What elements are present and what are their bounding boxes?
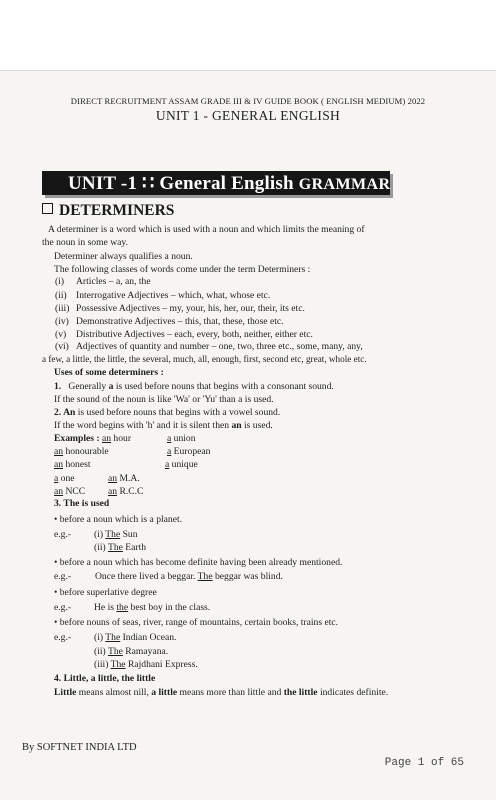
checkbox-square-icon [42, 203, 53, 214]
body-line: A determiner is a word which is used with a noun and which limits the meaning of [48, 224, 365, 235]
list-item: Articles – a, an, the [76, 276, 151, 287]
eg-label: e.g.- [54, 571, 72, 582]
list-index: (i) [55, 276, 65, 287]
list-index: (ii) [55, 290, 67, 301]
banner-unit: UNIT -1 [68, 173, 143, 194]
list-item: Adjectives of quantity and number – one, two, three etc., some, many, any, [76, 341, 363, 352]
list-index: (vi) [55, 341, 69, 352]
body-line: If the sound of the noun is like 'Wa' or 'Yu' than a is used. [54, 394, 274, 405]
eg-line: (i) The Indian Ocean. [94, 632, 177, 643]
subheading: 3. The is used [54, 498, 110, 509]
body-line: The following classes of words come under the term Determiners : [54, 264, 311, 275]
list-index: (iii) [55, 303, 70, 314]
example-row: an R.C.C [108, 486, 144, 497]
body-line: Little means almost nill, a little means more than little and the little indicates definite. [54, 687, 389, 698]
example-row: a union [167, 433, 196, 444]
bullet-line: • before superlative degree [54, 587, 157, 598]
eg-label: e.g.- [54, 632, 72, 643]
body-line: the noun in some way. [42, 237, 128, 248]
section-title [42, 202, 174, 220]
example-row: a one [54, 473, 75, 484]
example-row: an honest [54, 459, 91, 470]
subheading: 4. Little, a little, the little [54, 673, 156, 684]
example-row: an NCC [54, 486, 86, 497]
example-row: an honourable [54, 446, 109, 457]
example-row: an M.A. [108, 473, 140, 484]
eg-line: He is the best boy in the class. [94, 602, 211, 613]
body-line: If the word begins with 'h' and it is silent then an is used. [54, 420, 273, 431]
list-index: (v) [55, 329, 67, 340]
subheading: Uses of some determiners : [54, 367, 164, 378]
bullet-line: • before nouns of seas, river, range of mountains, certain books, trains etc. [54, 617, 339, 628]
list-item: Interrogative Adjectives – which, what, whose etc. [76, 290, 271, 301]
body-line: a few, a little, the little, the several, much, all, enough, first, second etc, great, whole etc. [42, 354, 367, 364]
eg-line: (i) The Sun [94, 529, 138, 540]
example-row: a unique [165, 459, 198, 470]
unit-header: UNIT 1 - GENERAL ENGLISH [155, 108, 341, 123]
body-line: Determiner always qualifies a noun. [54, 251, 193, 262]
eg-line: (iii) The Rajdhani Express. [94, 659, 198, 670]
unit-banner [42, 171, 390, 195]
eg-label: e.g.- [54, 602, 72, 613]
publisher-footer: By SOFTNET INDIA LTD [22, 742, 137, 753]
eg-line: (ii) The Ramayana. [94, 646, 169, 657]
body-line: 1. Generally a is used before nouns that begins with a consonant sound. [54, 381, 334, 392]
example-row: a European [167, 446, 211, 457]
bullet-line: • before a noun which is a planet. [54, 514, 183, 525]
list-item: Demonstrative Adjectives – this, that, these, those etc. [76, 316, 284, 327]
eg-line: Once there lived a beggar. The beggar was blind. [95, 571, 283, 582]
list-item: Possessive Adjectives – my, your, his, her, our, their, its etc. [76, 303, 305, 314]
page-indicator: Page 1 of 65 [384, 757, 464, 769]
list-index: (iv) [55, 316, 69, 327]
example-row: Examples : an hour [54, 433, 132, 444]
banner-subject: General English [154, 173, 299, 194]
eg-line: (ii) The Earth [94, 542, 147, 553]
banner-separator: ∷ [142, 173, 155, 194]
body-line: 2. An is used before nouns that begins with a vowel sound. [54, 407, 281, 418]
list-item: Distributive Adjectives – each, every, both, neither, either etc. [76, 329, 313, 340]
book-header: DIRECT RECRUITMENT ASSAM GRADE III & IV GUIDE BOOK ( ENGLISH MEDIUM) 2022 [70, 96, 426, 106]
eg-label: e.g.- [54, 529, 72, 540]
banner-topic: GRAMMAR [298, 176, 391, 193]
bullet-line: • before a noun which has become definite having been already mentioned. [54, 557, 343, 568]
section-title-text: DETERMINERS [59, 202, 175, 219]
